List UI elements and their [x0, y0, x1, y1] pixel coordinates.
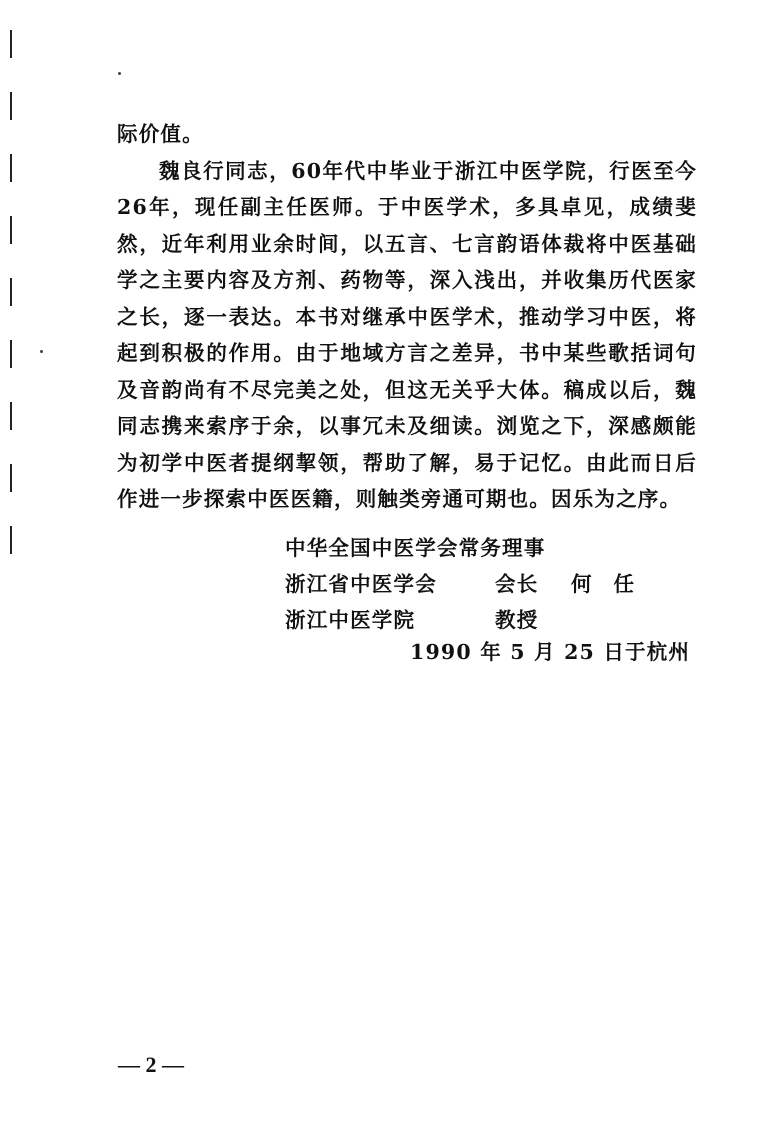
paragraph: 魏良行同志，60年代中毕业于浙江中医学院，行医至今26年，现任副主任医师。于中医学术，多具卓见，成绩斐然，近年利用业余时间，以五言、七言韵语体裁将中医基础学之主要内容及方剂、药物等，深入浅出，并收集历代医家之长，逐一表达。本书对继承中医学术，推动学习中医，将起到积极的作用。由于地域方言之差异，书中某些歌括词句及音韵尚有不尽完美之处，但这无关乎大体。稿成以后，魏同志携来索序于余，以事冗未及细读。浏览之下，深感颇能为初学中医者提纲挈领，帮助了解，易于记忆。由此而日后作进一步探索中医医籍，则触类旁通可期也。因乐为之序。: [117, 158, 697, 511]
signature-name: 何任: [571, 572, 656, 596]
scan-speck: [40, 350, 43, 353]
binding-mark: [10, 464, 12, 492]
binding-mark: [10, 154, 12, 182]
signature-title: 教授: [495, 608, 539, 632]
signature-date: 1990 年 5 月 25 日于杭州: [410, 640, 691, 664]
signature-line: [285, 566, 685, 602]
signature-block: [285, 530, 685, 638]
signature-org: 浙江省中医学会: [285, 572, 437, 596]
binding-mark: [10, 340, 12, 368]
page-number: — 2 —: [118, 1052, 184, 1077]
signature-org: 浙江中医学院: [285, 608, 416, 632]
signature-title: 会长: [495, 572, 539, 596]
binding-mark: [10, 278, 12, 306]
paragraph: 际价值。: [117, 122, 204, 146]
scan-speck: [118, 72, 121, 75]
signature-line: [285, 530, 685, 566]
signature-line: [285, 602, 685, 638]
binding-mark: [10, 30, 12, 58]
signature-org: 中华全国中医学会常务理事: [285, 536, 546, 560]
binding-mark: [10, 216, 12, 244]
binding-mark: [10, 92, 12, 120]
binding-mark: [10, 526, 12, 554]
binding-mark: [10, 402, 12, 430]
preface-body: [117, 116, 697, 518]
